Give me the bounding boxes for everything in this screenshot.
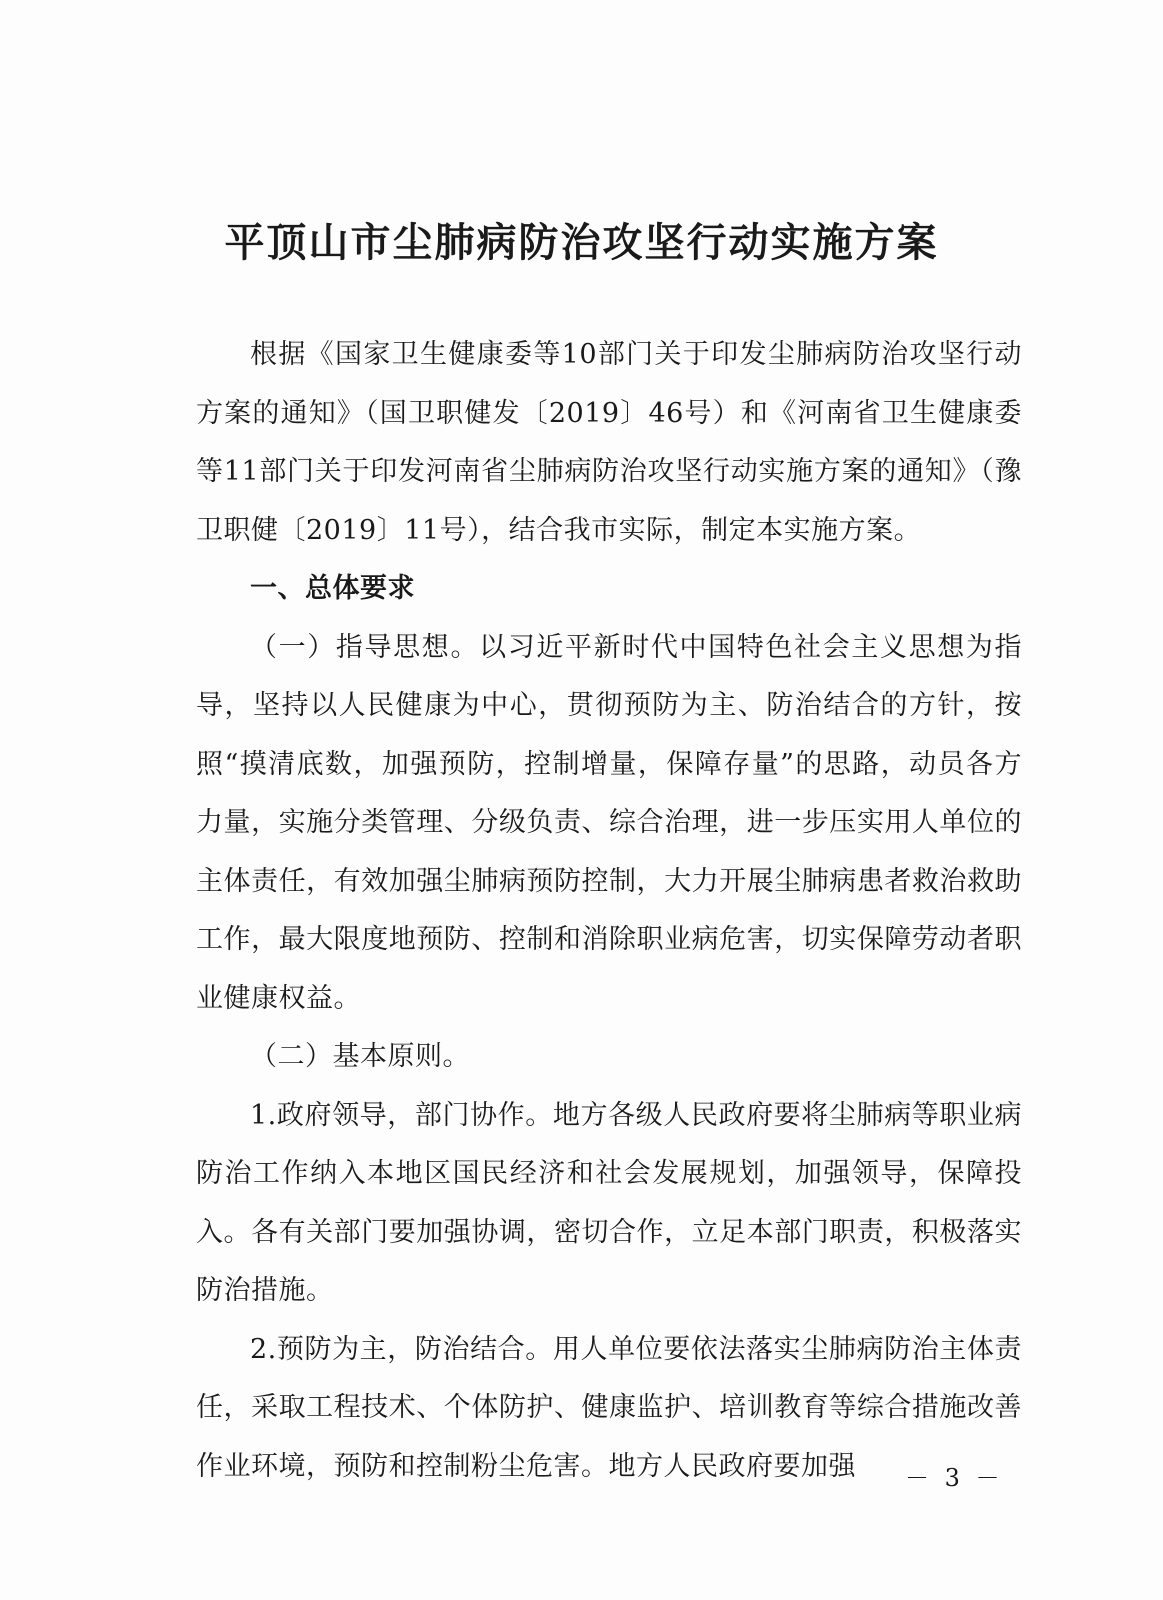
paragraph-principle-1: 1.政府领导，部门协作。地方各级人民政府要将尘肺病等职业病防治工作纳入本地区国民经济和社会发展规划，加强领导，保障投入。各有关部门要加强协调，密切合作，立足本部门职责，积极落实防治措施。 xyxy=(196,1099,1022,1306)
paragraph-guiding-ideology: （一）指导思想。以习近平新时代中国特色社会主义思想为指导，坚持以人民健康为中心，贯彻预防为主、防治结合的方针，按照“摸清底数，加强预防，控制增量，保障存量”的思路，动员各方力量，实施分类管理、分级负责、综合治理，进一步压实用人单位的主体责任，有效加强尘肺病预防控制，大力开展尘肺病患者救治救助工作，最大限度地预防、控制和消除职业病危害，切实保障劳动者职业健康权益。 xyxy=(196,631,1022,1014)
paragraph-principle-2: 2.预防为主，防治结合。用人单位要依法落实尘肺病防治主体责任，采取工程技术、个体防护、健康监护、培训教育等综合措施改善作业环境，预防和控制粉尘危害。地方人民政府要加强 xyxy=(196,1333,1022,1482)
document-body xyxy=(196,326,1022,1496)
paragraph-intro: 根据《国家卫生健康委等10部门关于印发尘肺病防治攻坚行动方案的通知》（国卫职健发〔2019〕46号）和《河南省卫生健康委等11部门关于印发河南省尘肺病防治攻坚行动实施方案的通知》（豫卫职健〔2019〕11号），结合我市实际，制定本实施方案。 xyxy=(196,339,1022,546)
section-heading-general-requirements: 一、总体要求 xyxy=(250,573,415,604)
document-title: 平顶山市尘肺病防治攻坚行动实施方案 xyxy=(224,219,939,266)
page-number: － 3 － xyxy=(905,1464,1004,1492)
subsection-heading-basic-principles: （二）基本原则。 xyxy=(250,1041,470,1072)
